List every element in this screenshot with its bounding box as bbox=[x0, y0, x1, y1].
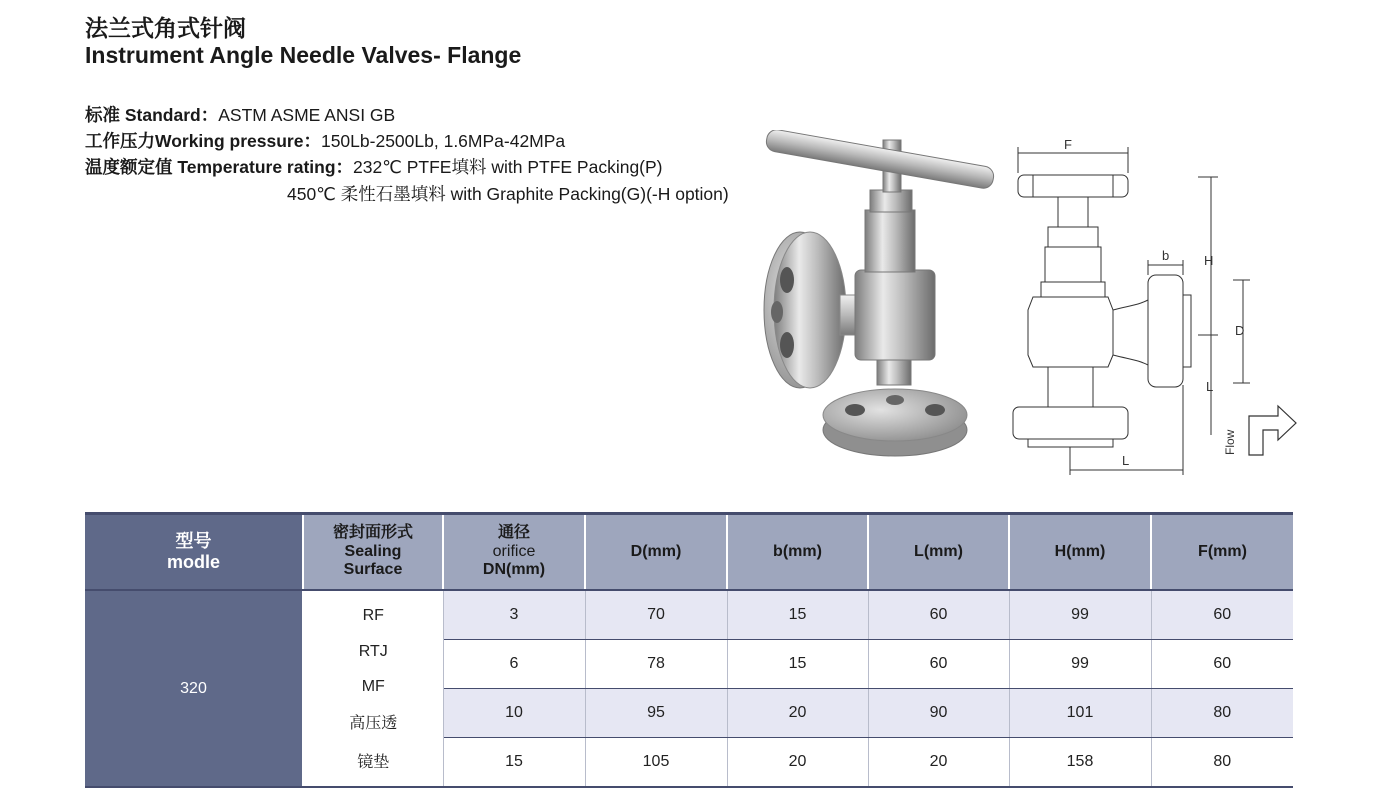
cell-f: 60 bbox=[1151, 590, 1293, 640]
cell-l: 60 bbox=[868, 640, 1009, 689]
spec-pressure bbox=[85, 128, 565, 153]
table-row bbox=[85, 590, 1293, 640]
spec-temperature-2: 450℃ 柔性石墨填料 with Graphite Packing(G)(-H option) bbox=[287, 184, 729, 204]
pressure-label: 工作压力Working pressure： bbox=[85, 131, 321, 151]
cell-l: 90 bbox=[868, 689, 1009, 738]
surface-item: MF bbox=[361, 678, 385, 695]
header-model-cn: 型号 bbox=[175, 531, 212, 552]
spec-standard bbox=[85, 102, 395, 127]
surface-item: RTJ bbox=[358, 643, 388, 660]
header-sealing-en2: Surface bbox=[343, 561, 403, 579]
surface-cell bbox=[303, 590, 443, 787]
page-title-cn: 法兰式角式针阀 bbox=[85, 15, 246, 41]
header-f: F(mm) bbox=[1151, 514, 1293, 591]
cell-dn: 15 bbox=[443, 738, 585, 788]
cell-d: 95 bbox=[585, 689, 727, 738]
header-sealing-cn: 密封面形式 bbox=[332, 524, 413, 542]
standard-label: 标准 Standard： bbox=[85, 105, 219, 125]
cell-b: 20 bbox=[727, 689, 868, 738]
cell-d: 78 bbox=[585, 640, 727, 689]
dim-label-b: b bbox=[1162, 248, 1170, 263]
cell-d: 105 bbox=[585, 738, 727, 788]
dimension-drawing bbox=[998, 135, 1298, 480]
cell-h: 99 bbox=[1009, 640, 1151, 689]
standard-value: ASTM ASME ANSI GB bbox=[218, 105, 396, 125]
cell-b: 20 bbox=[727, 738, 868, 788]
table-header-row bbox=[85, 514, 1293, 591]
cell-h: 158 bbox=[1009, 738, 1151, 788]
cell-h: 101 bbox=[1009, 689, 1151, 738]
header-model bbox=[85, 514, 303, 591]
model-cell: 320 bbox=[85, 590, 303, 787]
header-sealing-en1: Sealing bbox=[344, 542, 402, 560]
cell-b: 15 bbox=[727, 590, 868, 640]
cell-dn: 3 bbox=[443, 590, 585, 640]
header-model-en: modle bbox=[166, 552, 220, 572]
header-l: L(mm) bbox=[868, 514, 1009, 591]
dim-label-l-side: L bbox=[1206, 379, 1214, 394]
dim-label-h: H bbox=[1204, 253, 1214, 268]
header-d: D(mm) bbox=[585, 514, 727, 591]
cell-l: 60 bbox=[868, 590, 1009, 640]
surface-item: 高压透 bbox=[349, 715, 398, 732]
cell-f: 60 bbox=[1151, 640, 1293, 689]
cell-l: 20 bbox=[868, 738, 1009, 788]
page-title-en: Instrument Angle Needle Valves- Flange bbox=[85, 42, 522, 68]
header-h: H(mm) bbox=[1009, 514, 1151, 591]
header-orifice-cn: 通径 bbox=[497, 524, 530, 542]
spec-temperature bbox=[85, 154, 663, 179]
temperature-value-1: 232℃ PTFE填料 with PTFE Packing(P) bbox=[353, 157, 663, 177]
flow-label: Flow bbox=[1223, 429, 1237, 455]
surface-item: 镜垫 bbox=[357, 754, 390, 771]
header-b: b(mm) bbox=[727, 514, 868, 591]
dim-label-l-bottom: L bbox=[1122, 453, 1130, 468]
cell-h: 99 bbox=[1009, 590, 1151, 640]
header-sealing bbox=[303, 514, 443, 591]
dim-label-f: F bbox=[1064, 137, 1072, 152]
cell-f: 80 bbox=[1151, 738, 1293, 788]
spec-table bbox=[85, 512, 1293, 788]
valve-photo bbox=[755, 130, 1005, 470]
cell-f: 80 bbox=[1151, 689, 1293, 738]
dim-label-d: D bbox=[1235, 323, 1245, 338]
cell-b: 15 bbox=[727, 640, 868, 689]
pressure-value: 150Lb-2500Lb, 1.6MPa-42MPa bbox=[320, 131, 566, 151]
header-orifice-en2: DN(mm) bbox=[482, 561, 546, 579]
surface-item: RF bbox=[362, 607, 384, 624]
cell-dn: 10 bbox=[443, 689, 585, 738]
header-orifice bbox=[443, 514, 585, 591]
cell-dn: 6 bbox=[443, 640, 585, 689]
header-orifice-en1: orifice bbox=[492, 542, 536, 560]
cell-d: 70 bbox=[585, 590, 727, 640]
temperature-label: 温度额定值 Temperature rating： bbox=[85, 157, 354, 177]
